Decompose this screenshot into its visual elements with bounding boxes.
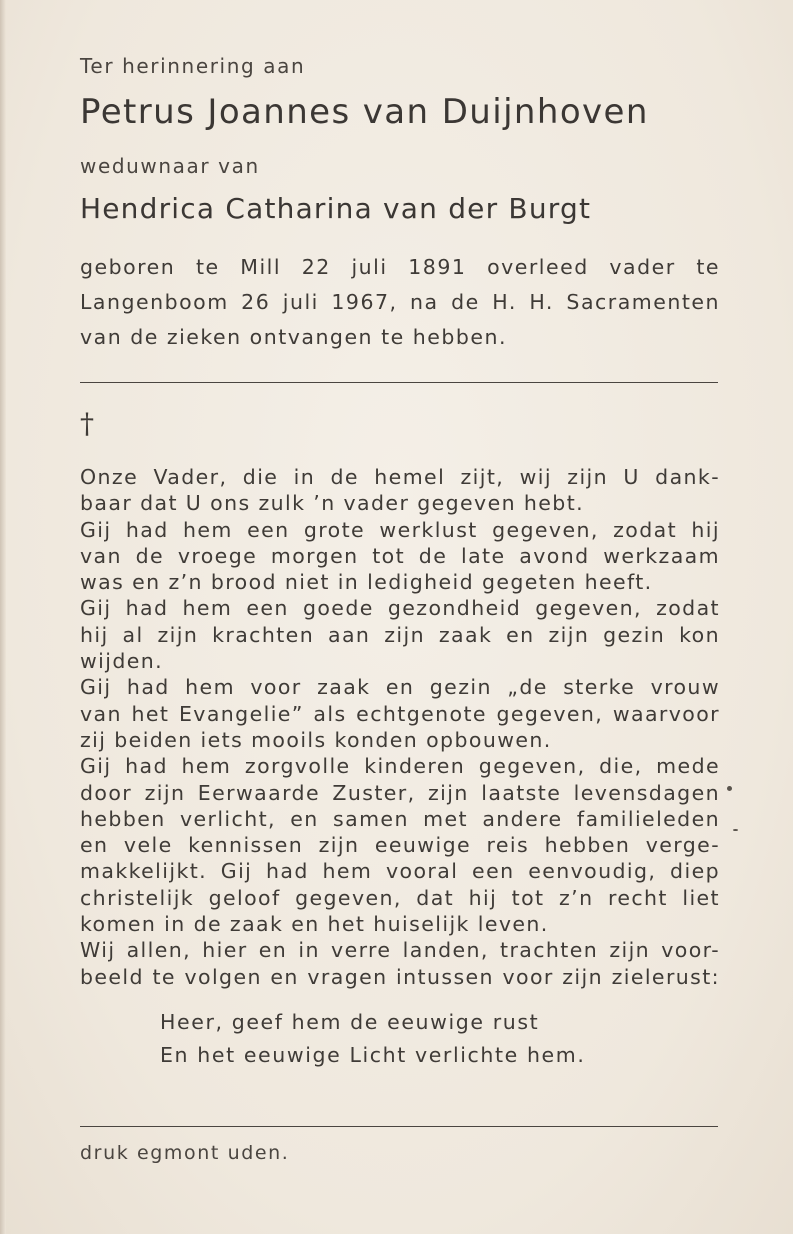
- closing-line: Heer, geef hem de eeuwige rust: [160, 1010, 540, 1034]
- prayer-line: makkelijkt. Gij had hem vooral een eenvoudig, diep: [80, 859, 720, 884]
- printer-imprint: druk egmont uden.: [80, 1142, 290, 1164]
- top-divider: [80, 382, 718, 383]
- biography-line: van de zieken ontvangen te hebben.: [80, 325, 507, 349]
- ink-speck: [733, 829, 738, 831]
- prayer-line: Wij allen, hier en in verre landen, trachten zijn voor-: [80, 938, 720, 963]
- prayer-line: beeld te volgen en vragen intussen voor zijn zielerust:: [80, 964, 720, 989]
- biography-line: geboren te Mill 22 juli 1891 overleed vader te: [80, 255, 720, 279]
- prayer-line: christelijk geloof gegeven, dat hij tot z’n recht liet: [80, 885, 720, 910]
- ink-speck: [727, 786, 732, 791]
- prayer-line: van het Evangelie” als echtgenote gegeven, waarvoor: [80, 701, 720, 726]
- biography: [80, 250, 720, 355]
- cross-symbol: †: [80, 407, 94, 440]
- spouse-name: Hendrica Catharina van der Burgt: [80, 192, 592, 225]
- prayer-line: was en z’n brood niet in ledigheid gegeten heeft.: [80, 570, 653, 595]
- relation-text: weduwnaar van: [80, 154, 260, 178]
- deceased-name: Petrus Joannes van Duijnhoven: [80, 92, 649, 132]
- intro-text: Ter herinnering aan: [80, 54, 306, 78]
- prayer-line: Gij had hem zorgvolle kinderen gegeven, die, mede: [80, 754, 720, 779]
- prayer-line: en vele kennissen zijn eeuwige reis hebben verge-: [80, 833, 720, 858]
- prayer-line: hij al zijn krachten aan zijn zaak en zijn gezin kon: [80, 622, 720, 647]
- prayer-line: Gij had hem voor zaak en gezin „de sterke vrouw: [80, 675, 720, 700]
- closing-line: En het eeuwige Licht verlichte hem.: [160, 1043, 586, 1067]
- prayer-line: van de vroege morgen tot de late avond werkzaam: [80, 543, 720, 568]
- biography-line: Langenboom 26 juli 1967, na de H. H. Sacramenten: [80, 290, 720, 314]
- prayer-line: Gij had hem een goede gezondheid gegeven, zodat: [80, 596, 720, 621]
- prayer-line: wijden.: [80, 649, 164, 674]
- card-edge: [0, 0, 6, 1234]
- prayer-line: door zijn Eerwaarde Zuster, zijn laatste levensdagen: [80, 780, 720, 805]
- prayer-line: baar dat U ons zulk ’n vader gegeven hebt.: [80, 491, 585, 516]
- prayer-line: zij beiden iets mooils konden opbouwen.: [80, 727, 552, 752]
- prayer-text: [80, 464, 720, 990]
- bottom-divider: [80, 1126, 718, 1127]
- prayer-line: Gij had hem een grote werklust gegeven, zodat hij: [80, 517, 720, 542]
- prayer-line: hebben verlicht, en samen met andere familieleden: [80, 806, 720, 831]
- prayer-line: Onze Vader, die in de hemel zijt, wij zijn U dank-: [80, 465, 720, 489]
- prayer-line: komen in de zaak en het huiselijk leven.: [80, 912, 549, 937]
